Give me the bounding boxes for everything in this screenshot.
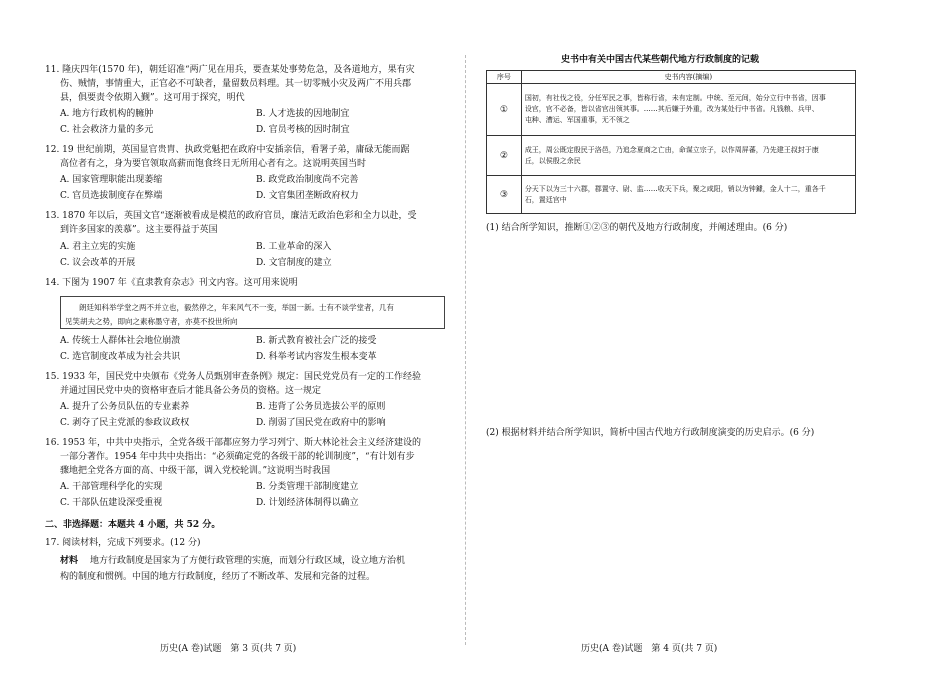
question-17: 17. 阅读材料，完成下列要求。(12 分) xyxy=(45,538,201,548)
q14-option-a[interactable]: A. 传统士人群体社会地位崩溃 xyxy=(60,336,181,346)
question-14-line-1: 14. 下图为 1907 年《直隶教育杂志》刊文内容。这可用来说明 xyxy=(45,278,298,288)
question-11-line-1: 11. 隆庆四年(1570 年)，朝廷诏准“两广见在用兵，要查某处事势危急，及各道地方，果有灾 xyxy=(45,65,415,75)
header-index: 序号 xyxy=(487,71,522,84)
q11-option-b[interactable]: B. 人才选拔的因地制宜 xyxy=(256,109,350,119)
q15-option-b[interactable]: B. 违背了公务员选拔公平的原则 xyxy=(256,402,386,412)
footer-page-3: 历史(A 卷)试题 第 3 页(共 7 页) xyxy=(160,644,297,654)
quote-box xyxy=(60,296,445,329)
question-16-line-3: 骤地把全党各方面的高、中级干部，调入党校轮训。”这说明当时我国 xyxy=(60,466,331,476)
q12-option-c[interactable]: C. 官员选拔制度存在弊端 xyxy=(60,191,163,201)
q12-option-d[interactable]: D. 文官集团垄断政府权力 xyxy=(256,191,359,201)
row-1-line-3: 屯种、漕运、军国重事，无不领之 xyxy=(524,116,630,124)
question-12-line-1: 12. 19 世纪前期，英国显官贵胄、执政党魁把在政府中安插亲信，看署子弟，庸碌无能而踞 xyxy=(45,145,410,155)
row-1-content xyxy=(521,84,855,136)
question-16-line-1: 16. 1953 年，中共中央指示，全党各级干部都应努力学习列宁、斯大林论社会主义经济建设的 xyxy=(45,438,421,448)
footer-page-4: 历史(A 卷)试题 第 4 页(共 7 页) xyxy=(581,644,718,654)
table-row xyxy=(487,176,856,214)
quote-line-2: 见笑胡夫之势，即向之素称墨守者，亦莫不投世所向 xyxy=(65,317,238,326)
q16-option-b[interactable]: B. 分类管理干部制度建立 xyxy=(256,482,359,492)
row-3-line-2: 石，置廷宫中 xyxy=(524,195,567,204)
question-15-line-1: 15. 1933 年，国民党中央颁布《党务人员甄别审查条例》规定：国民党党员有一定的工作经验 xyxy=(45,372,421,382)
question-11-line-2: 伤、贼情，事情重大，正官必不可缺者，量留数员料理。其一切零贼小灾及两广不用兵郡 xyxy=(60,79,412,89)
q13-option-a[interactable]: A. 君主立宪的实施 xyxy=(60,242,136,252)
material-line-2: 构的制度和惯例。中国的地方行政制度，经历了不断改革、发展和完备的过程。 xyxy=(60,572,376,582)
q12-option-b[interactable]: B. 政党政治制度尚不完善 xyxy=(256,175,359,185)
q16-option-a[interactable]: A. 干部管理科学化的实现 xyxy=(60,482,163,492)
q15-option-d[interactable]: D. 削弱了国民党在政府中的影响 xyxy=(256,418,386,428)
q13-option-b[interactable]: B. 工业革命的深入 xyxy=(256,242,332,252)
q14-option-d[interactable]: D. 科举考试内容发生根本变革 xyxy=(256,352,377,362)
material-text-1: 地方行政制度是国家为了方便行政管理的实施，而划分行政区域，设立地方治机 xyxy=(90,556,406,566)
sub-question-2: (2) 根据材料并结合所学知识，简析中国古代地方行政制度演变的历史启示。(6 分) xyxy=(486,428,815,438)
section-2-heading: 二、非选择题：本题共 4 小题，共 52 分。 xyxy=(45,520,221,530)
question-15-line-2: 并通过国民党中央的资格审查后才能具备公务员的资格。这一规定 xyxy=(60,386,322,396)
row-2-line-1: 成王，周公既定殷民于洛邑，乃追念夏商之亡由，命谋立宗子，以作周屏蕃，乃先建王叔封于康 xyxy=(524,145,819,154)
q14-option-b[interactable]: B. 新式教育被社会广泛的接受 xyxy=(256,336,377,346)
table-header-row xyxy=(487,71,856,84)
row-2-content xyxy=(521,136,855,176)
table-row xyxy=(487,84,856,136)
table-row xyxy=(487,136,856,176)
row-2-line-2: 丘，以侯殷之余民 xyxy=(524,156,581,165)
page-divider xyxy=(465,55,466,645)
q11-option-a[interactable]: A. 地方行政机构的臃肿 xyxy=(60,109,154,119)
q13-option-c[interactable]: C. 议会改革的开展 xyxy=(60,258,136,268)
q11-option-d[interactable]: D. 官员考核的因时制宜 xyxy=(256,125,350,135)
material-line-1 xyxy=(60,556,405,567)
table-title: 史书中有关中国古代某些朝代地方行政制度的记载 xyxy=(561,55,760,65)
quote-line-1: 朗廷知科举学堂之两不并立也，毅然停之，年来风气不一变，举国一新。士有不谈学堂者，几有 xyxy=(79,303,394,312)
q16-option-c[interactable]: C. 干部队伍建设深受重视 xyxy=(60,498,163,508)
row-1-line-1: 国初，有社伐之役，分任军民之事，皆称行省，未有定制。中统、至元间，始分立行中书省，因事 xyxy=(524,94,826,102)
q11-option-c[interactable]: C. 社会救济力量的多元 xyxy=(60,125,154,135)
question-13-line-2: 到许多国家的羡慕”。这主要得益于英国 xyxy=(60,225,218,235)
question-16-line-2: 一部分著作。1954 年中共中央指出：“必须确定党的各级干部的轮训制度”，“有计划有步 xyxy=(60,452,415,462)
question-13-line-1: 13. 1870 年以后，英国文官“逐渐被看成是模范的政府官员，廉洁无政治色彩和全力以赴，受 xyxy=(45,211,417,221)
row-3-content xyxy=(521,176,855,214)
question-12-line-2: 高位者有之，身为要官领取高薪而饱食终日无所用心者有之。这说明英国当时 xyxy=(60,159,367,169)
q13-option-d[interactable]: D. 文官制度的建立 xyxy=(256,258,332,268)
sub-question-1: (1) 结合所学知识，推断①②③的朝代及地方行政制度，并阐述理由。(6 分) xyxy=(486,223,788,233)
row-1-num: ① xyxy=(487,84,522,136)
q15-option-c[interactable]: C. 剥夺了民主党派的参政议政权 xyxy=(60,418,190,428)
q14-option-c[interactable]: C. 选官制度改革成为社会共识 xyxy=(60,352,181,362)
row-1-line-2: 设官，官不必备，皆以省官出领其事。……其后嫌于外重，改为某处行中书省。凡钱粮、兵甲、 xyxy=(524,105,819,113)
q12-option-a[interactable]: A. 国家管理职能出现萎缩 xyxy=(60,175,163,185)
row-3-line-1: 分天下以为三十六郡，郡置守、尉、监……收天下兵，聚之咸阳，销以为钟鐻，金人十二，重各千 xyxy=(524,184,826,193)
q15-option-a[interactable]: A. 提升了公务员队伍的专业素养 xyxy=(60,402,190,412)
row-3-num: ③ xyxy=(487,176,522,214)
question-11-line-3: 县，俱要责令依期入觐”。这可用于探究，明代 xyxy=(60,93,245,103)
q16-option-d[interactable]: D. 计划经济体制得以确立 xyxy=(256,498,359,508)
material-label: 材料 xyxy=(60,556,79,566)
row-2-num: ② xyxy=(487,136,522,176)
header-content: 史书内容(摘编) xyxy=(521,71,855,84)
history-table xyxy=(486,70,856,214)
